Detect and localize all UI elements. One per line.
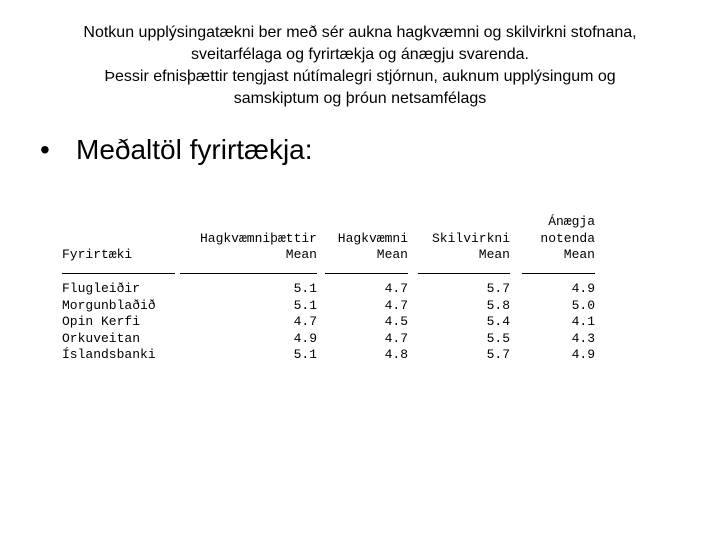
header-text [30, 22, 690, 110]
column-underline [62, 273, 175, 274]
header-line-2: sveitarfélaga og fyrirtækja og ánægju svarenda. [191, 46, 529, 63]
column-header: Ánægja [548, 214, 595, 229]
column-underline [418, 273, 510, 274]
column-header: Fyrirtæki [62, 247, 133, 262]
column-header: Mean [478, 247, 510, 262]
header-line-3: Þessir efnisþættir tengjast nútímalegri stjórnun, auknum upplýsingum og [104, 68, 616, 85]
mean-value-cell: 4.5 [384, 314, 408, 329]
header-line-4: samskiptum og þróun netsamfélags [233, 90, 487, 107]
column-underline [522, 273, 595, 274]
column-header: notenda [540, 230, 595, 246]
mean-value-cell: 4.9 [293, 330, 317, 346]
mean-value-cell: 4.7 [293, 314, 317, 329]
mean-value-cell: 5.4 [486, 314, 510, 329]
mean-value-cell: 5.8 [486, 297, 510, 313]
mean-value-cell: 4.9 [571, 347, 595, 362]
mean-value-cell: 4.8 [384, 347, 408, 362]
mean-value-cell: 4.9 [571, 281, 595, 296]
company-name-cell: Íslandsbanki [62, 347, 156, 362]
company-name-cell: Opin Kerfi [62, 314, 141, 329]
column-header: Mean [376, 247, 408, 262]
column-header: Hagkvæmni [337, 230, 408, 246]
mean-value-cell: 4.7 [384, 281, 408, 296]
mean-value-cell: 5.1 [293, 281, 317, 296]
mean-value-cell: 5.1 [293, 347, 317, 362]
mean-value-cell: 5.0 [571, 297, 595, 313]
mean-value-cell: 4.1 [571, 314, 595, 329]
column-header: Mean [285, 247, 317, 262]
bullet-heading [40, 133, 313, 167]
mean-value-cell: 4.7 [384, 297, 408, 313]
company-name-cell: Orkuveitan [62, 330, 141, 346]
column-header: Hagkvæmniþættir [199, 230, 317, 246]
company-name-cell: Morgunblaðið [62, 297, 156, 313]
column-underline [180, 273, 317, 274]
mean-value-cell: 4.3 [571, 330, 595, 346]
column-header: Skilvirkni [431, 230, 510, 246]
column-underline [325, 273, 408, 274]
mean-value-cell: 5.5 [486, 330, 510, 346]
company-name-cell: Flugleiðir [62, 281, 141, 296]
column-header: Mean [563, 247, 595, 262]
mean-value-cell: 5.7 [486, 281, 510, 296]
mean-value-cell: 4.7 [384, 330, 408, 346]
bullet-text: Meðaltöl fyrirtækja: [76, 134, 313, 165]
bullet-icon: • [40, 134, 50, 165]
mean-value-cell: 5.1 [293, 297, 317, 313]
header-line-1: Notkun upplýsingatækni ber með sér aukna hagkvæmni og skilvirkni stofnana, [83, 24, 637, 41]
mean-value-cell: 5.7 [486, 347, 510, 362]
